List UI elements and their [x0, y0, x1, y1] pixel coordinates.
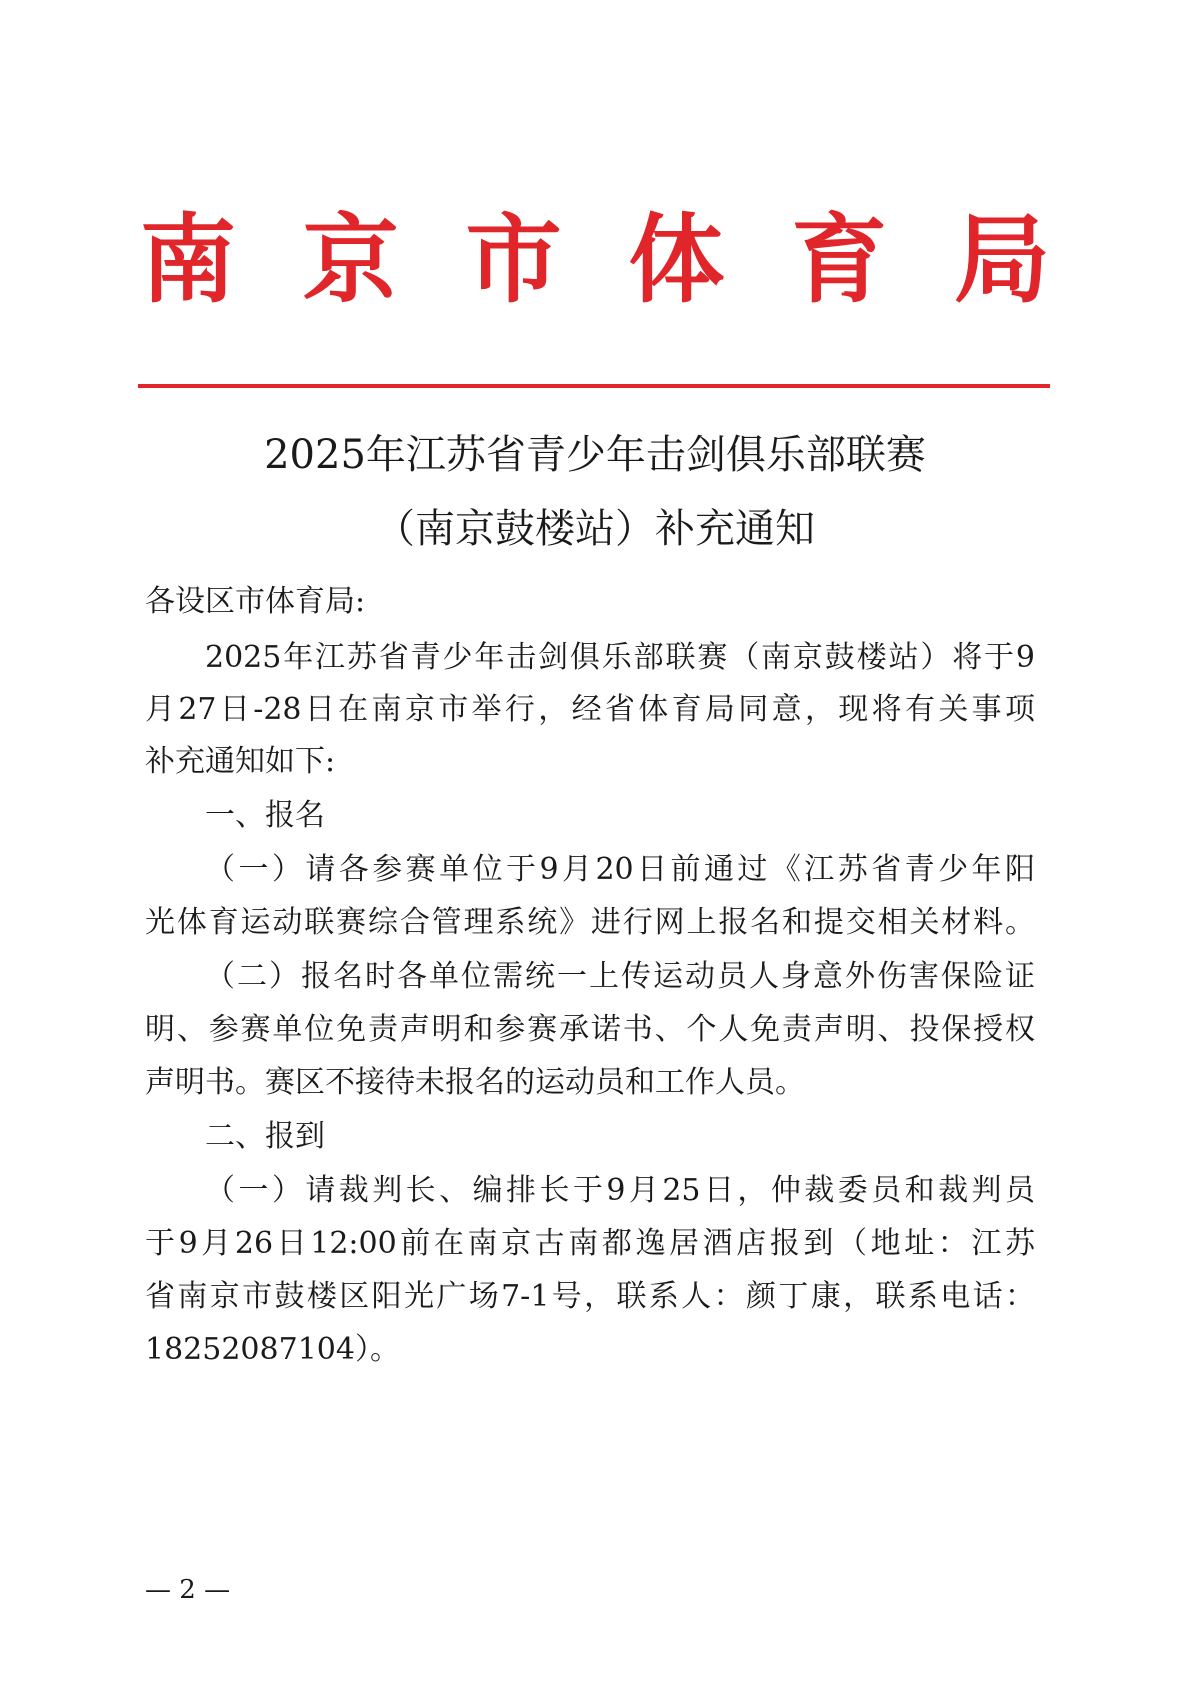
- salutation: 各设区市体育局:: [145, 584, 366, 619]
- document-title-line2: （南京鼓楼站）补充通知: [375, 506, 815, 552]
- letterhead-char: 局: [953, 203, 1050, 316]
- letterhead-char: 市: [465, 203, 562, 316]
- paragraph-line: （一）请裁判长、编排长于9月25日，仲裁委员和裁判员: [205, 1173, 1035, 1208]
- paragraph-line: （一）请各参赛单位于9月20日前通过《江苏省青少年阳: [205, 852, 1035, 887]
- letterhead-char: 京: [302, 203, 399, 316]
- paragraph-line: 于9月26日12:00前在南京古南都逸居酒店报到（地址：江苏: [145, 1226, 1035, 1261]
- letterhead-divider: [138, 384, 1050, 388]
- letterhead-char: 育: [791, 203, 888, 316]
- paragraph-line: 明、参赛单位免责声明和参赛承诺书、个人免责声明、投保授权: [145, 1012, 1035, 1047]
- section-heading: 二、报到: [205, 1119, 325, 1154]
- paragraph-line: 光体育运动联赛综合管理系统》进行网上报名和提交相关材料。: [145, 905, 1035, 940]
- paragraph-line: 18252087104）。: [145, 1332, 400, 1367]
- paragraph-line: 2025年江苏省青少年击剑俱乐部联赛（南京鼓楼站）将于9: [205, 640, 1035, 675]
- paragraph-line: 声明书。赛区不接待未报名的运动员和工作人员。: [145, 1065, 805, 1100]
- page-number: — 2 —: [145, 1575, 231, 1605]
- document-title-line1: 2025年江苏省青少年击剑俱乐部联赛: [264, 432, 926, 478]
- letterhead-char: 南: [140, 203, 236, 316]
- paragraph-line: （二）报名时各单位需统一上传运动员人身意外伤害保险证: [205, 959, 1035, 994]
- paragraph-line: 月27日-28日在南京市举行，经省体育局同意，现将有关事项: [145, 692, 1035, 727]
- letterhead-char: 体: [628, 203, 725, 316]
- paragraph-line: 补充通知如下:: [145, 744, 336, 779]
- letterhead: [140, 205, 1050, 315]
- paragraph-line: 省南京市鼓楼区阳光广场7-1号，联系人：颜丁康，联系电话：: [145, 1279, 1035, 1314]
- section-heading: 一、报名: [205, 798, 325, 833]
